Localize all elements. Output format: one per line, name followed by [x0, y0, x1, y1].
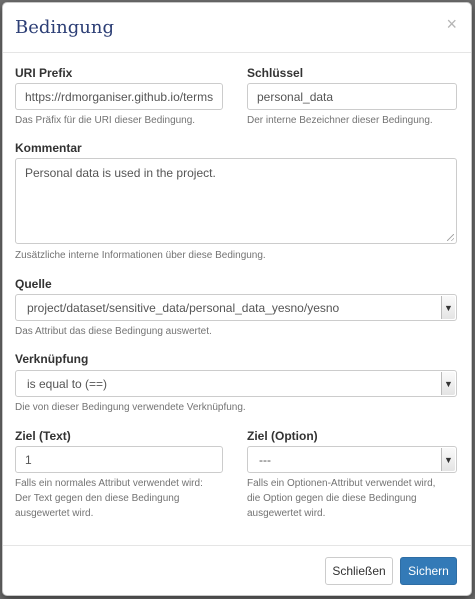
target-option-select[interactable] — [247, 446, 457, 473]
uri-prefix-label: URI Prefix — [15, 66, 73, 80]
modal-footer — [3, 545, 471, 595]
relation-label: Verknüpfung — [15, 352, 89, 366]
close-icon[interactable]: × — [446, 14, 457, 34]
source-select[interactable] — [15, 294, 457, 321]
comment-help: Zusätzliche interne Informationen über diese Bedingung. — [15, 250, 266, 261]
target-option-help-line: Falls ein Optionen-Attribut verwendet wird, — [247, 478, 436, 489]
source-help: Das Attribut das diese Bedingung auswertet. — [15, 326, 212, 337]
target-option-help — [247, 476, 435, 521]
target-text-help — [15, 476, 203, 521]
comment-textarea[interactable] — [15, 158, 457, 244]
source-label: Quelle — [15, 277, 52, 291]
source-selected-value: project/dataset/sensitive_data/personal_data_yesno/yesno — [27, 301, 340, 315]
comment-label: Kommentar — [15, 141, 82, 155]
key-help: Der interne Bezeichner dieser Bedingung. — [247, 115, 433, 126]
target-text-help-line: ausgewertet wird. — [15, 508, 94, 519]
condition-modal — [2, 2, 472, 596]
target-option-help-line: ausgewertet wird. — [247, 508, 326, 519]
relation-help: Die von dieser Bedingung verwendete Verknüpfung. — [15, 402, 246, 413]
target-text-input[interactable]: 1 — [15, 446, 223, 473]
modal-header — [3, 3, 471, 53]
chevron-down-icon[interactable]: ▼ — [441, 296, 455, 319]
uri-prefix-input[interactable]: https://rdmorganiser.github.io/terms — [15, 83, 223, 110]
chevron-down-icon[interactable]: ▼ — [441, 372, 455, 395]
modal-title: Bedingung — [15, 17, 114, 38]
close-button[interactable]: Schließen — [325, 557, 393, 585]
resize-grip-icon[interactable] — [447, 234, 454, 241]
uri-prefix-help: Das Präfix für die URI dieser Bedingung. — [15, 115, 196, 126]
save-button[interactable]: Sichern — [400, 557, 457, 585]
key-input[interactable]: personal_data — [247, 83, 457, 110]
target-option-label: Ziel (Option) — [247, 429, 318, 443]
target-text-help-line: Der Text gegen den diese Bedingung — [15, 493, 180, 504]
comment-text: Personal data is used in the project. — [25, 166, 216, 180]
target-text-help-line: Falls ein normales Attribut verwendet wird: — [15, 478, 203, 489]
target-option-help-line: die Option gegen die diese Bedingung — [247, 493, 417, 504]
relation-select[interactable] — [15, 370, 457, 397]
target-text-label: Ziel (Text) — [15, 429, 71, 443]
chevron-down-icon[interactable]: ▼ — [441, 448, 455, 471]
relation-selected-value: is equal to (==) — [27, 377, 108, 391]
target-option-selected-value: --- — [259, 453, 271, 467]
key-label: Schlüssel — [247, 66, 304, 80]
